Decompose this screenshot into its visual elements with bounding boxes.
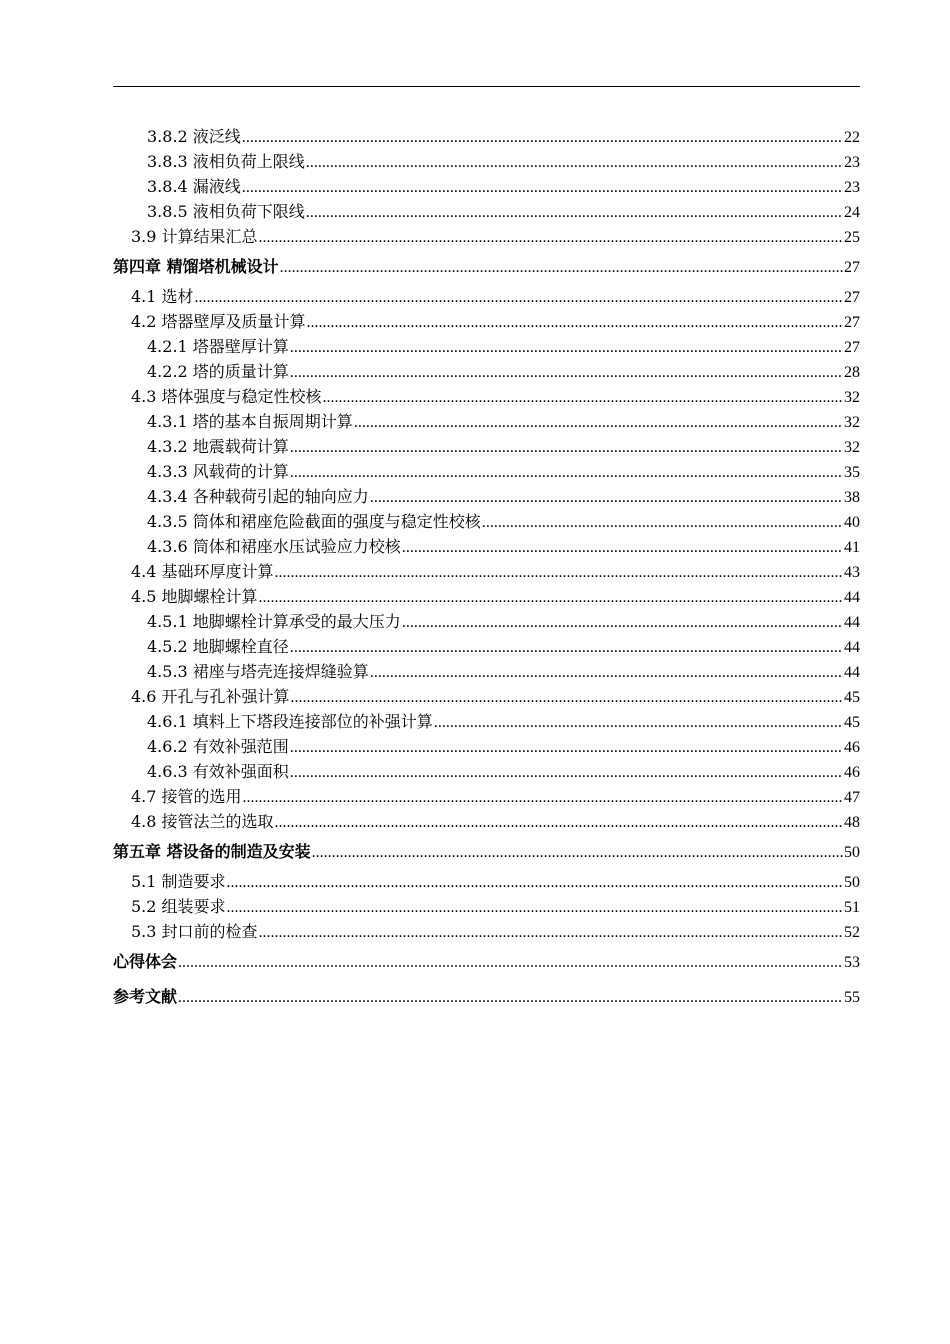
toc-entry-page: 50 bbox=[844, 874, 860, 891]
toc-entry[interactable] bbox=[113, 434, 860, 459]
toc-leader-dots bbox=[402, 535, 843, 560]
toc-leader-dots bbox=[354, 410, 843, 435]
toc-entry-page: 47 bbox=[844, 789, 860, 806]
toc-leader-dots bbox=[370, 485, 843, 510]
toc-entry[interactable] bbox=[113, 124, 860, 149]
toc-entry-title: 4.3.3 风载荷的计算 bbox=[147, 462, 289, 481]
toc-entry-title: 3.8.4 漏液线 bbox=[147, 177, 241, 196]
toc-entry-title: 4.3.2 地震载荷计算 bbox=[147, 437, 289, 456]
toc-entry-page: 46 bbox=[844, 739, 860, 756]
toc-leader-dots bbox=[434, 710, 843, 735]
toc-entry-page: 55 bbox=[844, 989, 860, 1006]
toc-entry[interactable] bbox=[113, 559, 860, 584]
toc-entry[interactable] bbox=[113, 659, 860, 684]
toc-leader-dots bbox=[290, 635, 843, 660]
toc-leader-dots bbox=[275, 810, 843, 835]
toc-entry-page: 27 bbox=[844, 259, 860, 276]
toc-entry-page: 46 bbox=[844, 764, 860, 781]
toc-entry-title: 第四章 精馏塔机械设计 bbox=[113, 257, 279, 276]
toc-entry-page: 23 bbox=[844, 154, 860, 171]
toc-leader-dots bbox=[290, 435, 843, 460]
toc-entry[interactable] bbox=[113, 734, 860, 759]
toc-leader-dots bbox=[323, 385, 843, 410]
header-rule bbox=[113, 86, 860, 87]
toc-entry[interactable] bbox=[113, 509, 860, 534]
toc-leader-dots bbox=[307, 310, 843, 335]
toc-entry[interactable] bbox=[113, 484, 860, 509]
toc-entry[interactable] bbox=[113, 584, 860, 609]
toc-leader-dots bbox=[259, 585, 843, 610]
toc-leader-dots bbox=[178, 945, 843, 980]
toc-entry-page: 43 bbox=[844, 564, 860, 581]
toc-leader-dots bbox=[275, 560, 843, 585]
toc-entry-page: 23 bbox=[844, 179, 860, 196]
toc-entry-title: 心得体会 bbox=[113, 952, 178, 971]
toc-entry-page: 32 bbox=[844, 389, 860, 406]
toc-leader-dots bbox=[227, 895, 843, 920]
toc-leader-dots bbox=[259, 225, 843, 250]
toc-entry[interactable] bbox=[113, 784, 860, 809]
toc-entry-page: 44 bbox=[844, 589, 860, 606]
toc-entry-title: 4.3.4 各种载荷引起的轴向应力 bbox=[147, 487, 369, 506]
toc-entry-title: 4.5.1 地脚螺栓计算承受的最大压力 bbox=[147, 612, 401, 631]
toc-entry-page: 22 bbox=[844, 129, 860, 146]
toc-entry-title: 4.6.1 填料上下塔段连接部位的补强计算 bbox=[147, 712, 433, 731]
toc-entry-page: 50 bbox=[844, 844, 860, 861]
toc-leader-dots bbox=[482, 510, 843, 535]
toc-entry[interactable] bbox=[113, 409, 860, 434]
toc-entry[interactable] bbox=[113, 684, 860, 709]
toc-entry[interactable] bbox=[113, 894, 860, 919]
toc-entry-page: 51 bbox=[844, 899, 860, 916]
toc-entry-page: 38 bbox=[844, 489, 860, 506]
toc-entry[interactable] bbox=[113, 919, 860, 944]
toc-leader-dots bbox=[178, 980, 843, 1015]
toc-entry[interactable] bbox=[113, 334, 860, 359]
toc-leader-dots bbox=[242, 175, 843, 200]
toc-entry-page: 53 bbox=[844, 954, 860, 971]
toc-entry-title: 3.9 计算结果汇总 bbox=[131, 227, 258, 246]
toc-entry[interactable] bbox=[113, 149, 860, 174]
toc-entry-title: 4.3 塔体强度与稳定性校核 bbox=[131, 387, 322, 406]
toc-entry[interactable] bbox=[113, 359, 860, 384]
toc-entry-title: 4.6.2 有效补强范围 bbox=[147, 737, 289, 756]
toc-leader-dots bbox=[290, 760, 843, 785]
toc-entry-page: 52 bbox=[844, 924, 860, 941]
toc-entry-title: 4.5.2 地脚螺栓直径 bbox=[147, 637, 289, 656]
toc-entry-title: 3.8.2 液泛线 bbox=[147, 127, 241, 146]
toc-entry-page: 45 bbox=[844, 714, 860, 731]
toc-leader-dots bbox=[280, 250, 843, 285]
toc-entry-page: 44 bbox=[844, 639, 860, 656]
toc-leader-dots bbox=[290, 460, 843, 485]
toc-entry[interactable] bbox=[113, 174, 860, 199]
toc-entry-title: 4.3.6 筒体和裙座水压试验应力校核 bbox=[147, 537, 401, 556]
toc-entry[interactable] bbox=[113, 759, 860, 784]
toc-entry-page: 40 bbox=[844, 514, 860, 531]
toc-leader-dots bbox=[370, 660, 843, 685]
toc-entry[interactable] bbox=[113, 809, 860, 834]
toc-entry[interactable] bbox=[113, 199, 860, 224]
toc-entry-title: 5.1 制造要求 bbox=[131, 872, 226, 891]
toc-leader-dots bbox=[259, 920, 843, 945]
toc-entry[interactable] bbox=[113, 534, 860, 559]
toc-entry-page: 27 bbox=[844, 314, 860, 331]
toc-entry[interactable] bbox=[113, 224, 860, 249]
toc-entry-title: 4.5.3 裙座与塔壳连接焊缝验算 bbox=[147, 662, 369, 681]
toc-entry-title: 4.5 地脚螺栓计算 bbox=[131, 587, 258, 606]
toc-entry[interactable] bbox=[113, 634, 860, 659]
toc-leader-dots bbox=[242, 125, 843, 150]
toc-entry-title: 5.3 封口前的检查 bbox=[131, 922, 258, 941]
toc-entry[interactable] bbox=[113, 869, 860, 894]
toc-entry[interactable] bbox=[113, 834, 860, 869]
toc-entry-page: 28 bbox=[844, 364, 860, 381]
toc-entry-page: 35 bbox=[844, 464, 860, 481]
toc-entry-page: 27 bbox=[844, 289, 860, 306]
toc-leader-dots bbox=[306, 150, 843, 175]
toc-leader-dots bbox=[312, 835, 843, 870]
toc-leader-dots bbox=[291, 685, 843, 710]
toc-entry-title: 4.3.1 塔的基本自振周期计算 bbox=[147, 412, 353, 431]
toc-entry-title: 5.2 组装要求 bbox=[131, 897, 226, 916]
toc-entry-title: 4.2.1 塔器壁厚计算 bbox=[147, 337, 289, 356]
toc-entry-title: 4.2.2 塔的质量计算 bbox=[147, 362, 289, 381]
toc-entry[interactable] bbox=[113, 249, 860, 284]
toc-entry-page: 48 bbox=[844, 814, 860, 831]
toc-leader-dots bbox=[195, 285, 843, 310]
toc-entry-page: 32 bbox=[844, 439, 860, 456]
toc-entry[interactable] bbox=[113, 979, 860, 1014]
toc-entry[interactable] bbox=[113, 944, 860, 979]
toc-entry-page: 45 bbox=[844, 689, 860, 706]
toc-entry[interactable] bbox=[113, 384, 860, 409]
toc-entry-page: 25 bbox=[844, 229, 860, 246]
toc-entry-page: 32 bbox=[844, 414, 860, 431]
toc-entry-page: 27 bbox=[844, 339, 860, 356]
toc-leader-dots bbox=[227, 870, 843, 895]
toc-entry-title: 4.7 接管的选用 bbox=[131, 787, 242, 806]
toc-entry-title: 3.8.3 液相负荷上限线 bbox=[147, 152, 305, 171]
toc-entry-title: 4.2 塔器壁厚及质量计算 bbox=[131, 312, 306, 331]
toc-entry-page: 44 bbox=[844, 614, 860, 631]
toc-entry[interactable] bbox=[113, 459, 860, 484]
toc-entry-title: 参考文献 bbox=[113, 987, 178, 1006]
toc-entry-page: 44 bbox=[844, 664, 860, 681]
toc-entry[interactable] bbox=[113, 284, 860, 309]
toc-leader-dots bbox=[290, 735, 843, 760]
toc-leader-dots bbox=[243, 785, 843, 810]
toc-entry-page: 24 bbox=[844, 204, 860, 221]
toc-leader-dots bbox=[290, 335, 843, 360]
toc-leader-dots bbox=[306, 200, 843, 225]
toc-entry[interactable] bbox=[113, 709, 860, 734]
toc-entry-title: 4.6.3 有效补强面积 bbox=[147, 762, 289, 781]
toc-leader-dots bbox=[402, 610, 843, 635]
toc-entry[interactable] bbox=[113, 309, 860, 334]
toc-entry-page: 41 bbox=[844, 539, 860, 556]
table-of-contents bbox=[113, 124, 860, 1014]
toc-entry-title: 4.8 接管法兰的选取 bbox=[131, 812, 274, 831]
toc-entry-title: 第五章 塔设备的制造及安装 bbox=[113, 842, 311, 861]
toc-leader-dots bbox=[290, 360, 843, 385]
toc-entry-title: 4.1 选材 bbox=[131, 287, 194, 306]
toc-entry-title: 4.3.5 筒体和裙座危险截面的强度与稳定性校核 bbox=[147, 512, 481, 531]
toc-entry-title: 4.6 开孔与孔补强计算 bbox=[131, 687, 290, 706]
toc-entry-title: 3.8.5 液相负荷下限线 bbox=[147, 202, 305, 221]
toc-entry-title: 4.4 基础环厚度计算 bbox=[131, 562, 274, 581]
toc-entry[interactable] bbox=[113, 609, 860, 634]
